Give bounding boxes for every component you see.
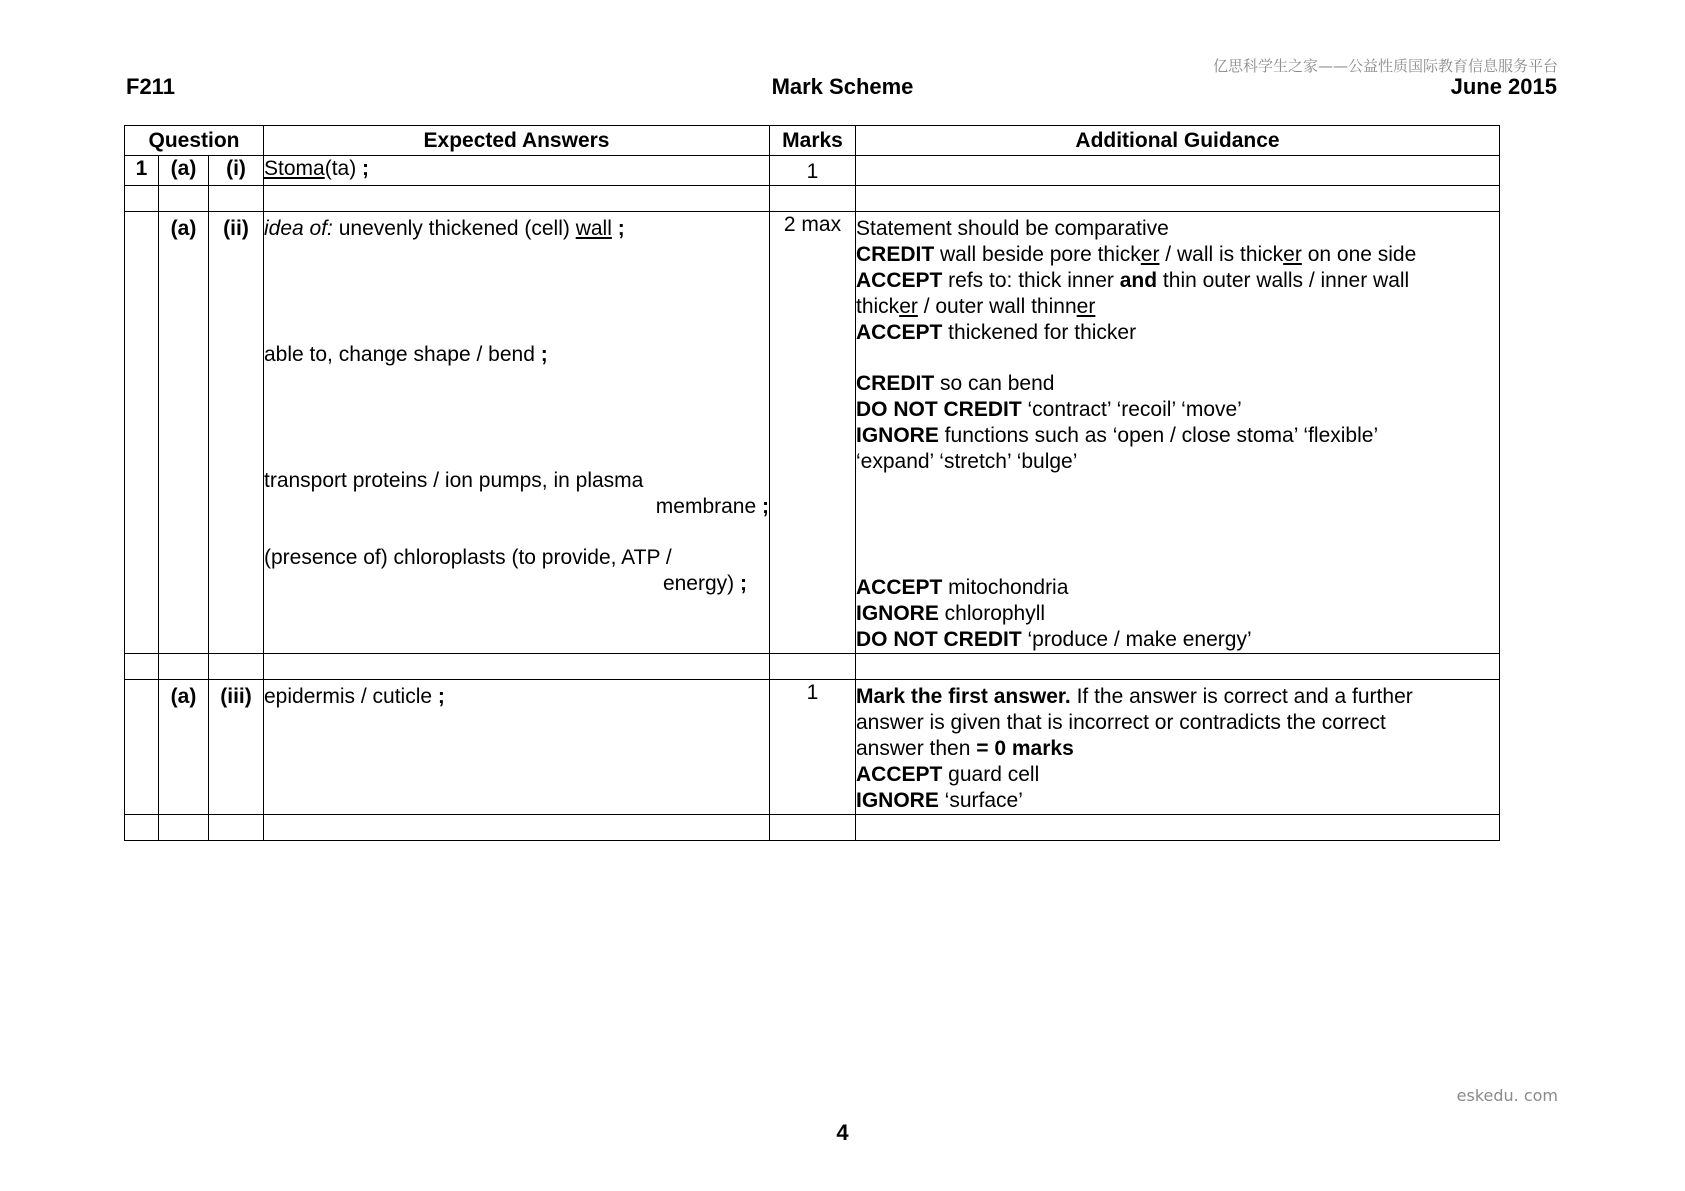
spacer-row [125, 186, 1500, 212]
answer-point-4-cont: energy) ; [662, 572, 747, 595]
answer-point-4: (presence of) chloroplasts (to provide, ATP / [264, 546, 672, 569]
guidance-cell [856, 156, 1500, 186]
header-expected-answers: Expected Answers [264, 126, 770, 156]
answer-point-3: transport proteins / ion pumps, in plasma [264, 469, 644, 492]
mark-scheme-table [124, 125, 1500, 841]
header-question: Question [125, 126, 264, 156]
marks-cell: 2 max [770, 212, 856, 654]
table-row [125, 156, 1500, 186]
watermark-top: 亿思科学生之家——公益性质国际教育信息服务平台 [1212, 57, 1558, 75]
paper-code: F211 [126, 74, 175, 99]
question-subpart: (iii) [209, 680, 264, 815]
question-number: 1 [125, 156, 159, 186]
question-subpart: (ii) [209, 212, 264, 654]
spacer-row [125, 654, 1500, 680]
answer-point-1: idea of: unevenly thickened (cell) wall ; [264, 217, 625, 240]
table-header-row [125, 126, 1500, 156]
header-additional-guidance: Additional Guidance [856, 126, 1500, 156]
expected-answer [264, 212, 770, 654]
question-part: (a) [159, 680, 209, 815]
answer-point-2: able to, change shape / bend ; [264, 343, 548, 366]
page-title: Mark Scheme [771, 74, 914, 99]
exam-date: June 2015 [1450, 74, 1557, 99]
page-number: 4 [836, 1120, 849, 1145]
answer-underlined: Stoma [264, 157, 325, 180]
answer-text: (ta) [324, 157, 363, 180]
table-row [125, 212, 1500, 654]
marks-cell: 1 [770, 156, 856, 186]
question-part: (a) [159, 212, 209, 654]
guidance-cell: Mark the first answer. If the answer is correct and a further answer is given that is incorrect or contradicts the correct answer then = 0 marks ACCEPT guard cell IGNORE ‘surface’ [856, 680, 1500, 815]
answer-semicolon: ; [362, 157, 370, 180]
marks-cell: 1 [770, 680, 856, 815]
watermark-bottom: eskedu. com [1456, 1086, 1558, 1105]
question-part: (a) [159, 156, 209, 186]
header-marks: Marks [770, 126, 856, 156]
answer-point-3-cont: membrane ; [655, 495, 769, 518]
table-row [125, 680, 1500, 815]
question-subpart: (i) [209, 156, 264, 186]
spacer-row [125, 815, 1500, 841]
expected-answer: epidermis / cuticle ; [264, 680, 770, 815]
guidance-cell: Statement should be comparative CREDIT wall beside pore thicker / wall is thicker on one side ACCEPT refs to: thick inner and thin outer walls / inner wall thicker / outer wall thinner ACCEPT thickened for thicker CREDIT so can bend DO NOT CREDIT ‘contract’ ‘recoil’ ‘move’ IGNORE functions such as ‘open / close stoma’ ‘flexible’ ‘expand’ ‘stretch’ ‘bulge’ ACCEPT mitochondria IGNORE chlorophyll DO NOT CREDIT ‘produce / make energy’ [856, 212, 1500, 654]
expected-answer [264, 156, 770, 186]
